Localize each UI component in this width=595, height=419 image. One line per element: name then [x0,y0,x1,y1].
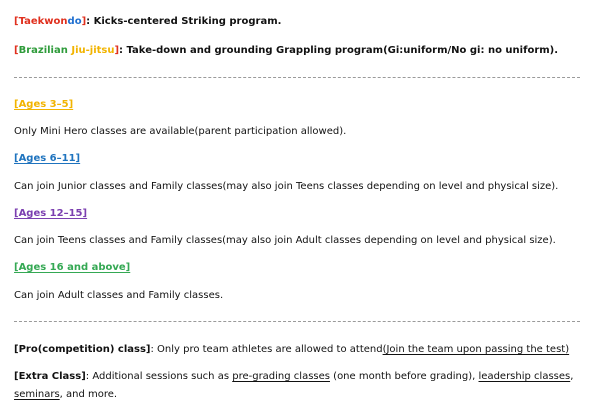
program-name-taekwon: Taekwon [18,16,68,27]
age-text-3-5: Only Mini Hero classes are available(parent participation allowed). [14,126,347,137]
age-heading-12-15: [Ages 12–15] [14,208,88,219]
class-extra [14,370,573,384]
class-pro-label: [Pro(competition) class] [14,344,151,355]
age-text-12-15: Can join Teens classes and Family classes(may also join Adult classes depending on level and physical size). [14,235,556,246]
program-description: : Kicks-centered Striking program. [86,16,282,27]
program-description: : Take-down and grounding Grappling program(Gi:uniform/No gi: no uniform). [119,45,559,56]
divider [14,321,580,322]
class-pro-text: : Only pro team athletes are allowed to attend [150,344,383,355]
join-team-link[interactable]: (Join the team upon passing the test) [382,344,570,355]
class-extra-cont [14,388,117,402]
pre-grading-link[interactable]: pre-grading classes [232,371,330,382]
class-extra-text: , and more. [59,389,118,400]
class-extra-text: , [570,371,574,382]
program-taekwondo [14,15,281,29]
bracket-open: [ [14,45,19,56]
leadership-link[interactable]: leadership classes [478,371,571,382]
class-extra-text: : Additional sessions such as [85,371,233,382]
program-name-brazilian: Brazilian [18,45,68,56]
program-name-jiujitsu: Jiu-jitsu [71,45,115,56]
age-text-16-plus: Can join Adult classes and Family classes. [14,290,224,301]
seminars-link[interactable]: seminars [14,389,60,400]
class-extra-label: [Extra Class] [14,371,86,382]
bracket-open: [ [14,16,19,27]
class-extra-text: (one month before grading), [329,371,479,382]
age-heading-16-plus: [Ages 16 and above] [14,262,131,273]
age-heading-3-5: [Ages 3–5] [14,99,74,110]
class-pro [14,343,569,357]
bracket-close: ] [114,45,120,56]
program-name-do: do [67,16,82,27]
bracket-close: ] [81,16,87,27]
program-bjj [14,44,558,58]
age-heading-6-11: [Ages 6–11] [14,153,81,164]
age-text-6-11: Can join Junior classes and Family classes(may also join Teens classes depending on level and physical size). [14,181,559,192]
divider [14,77,580,78]
